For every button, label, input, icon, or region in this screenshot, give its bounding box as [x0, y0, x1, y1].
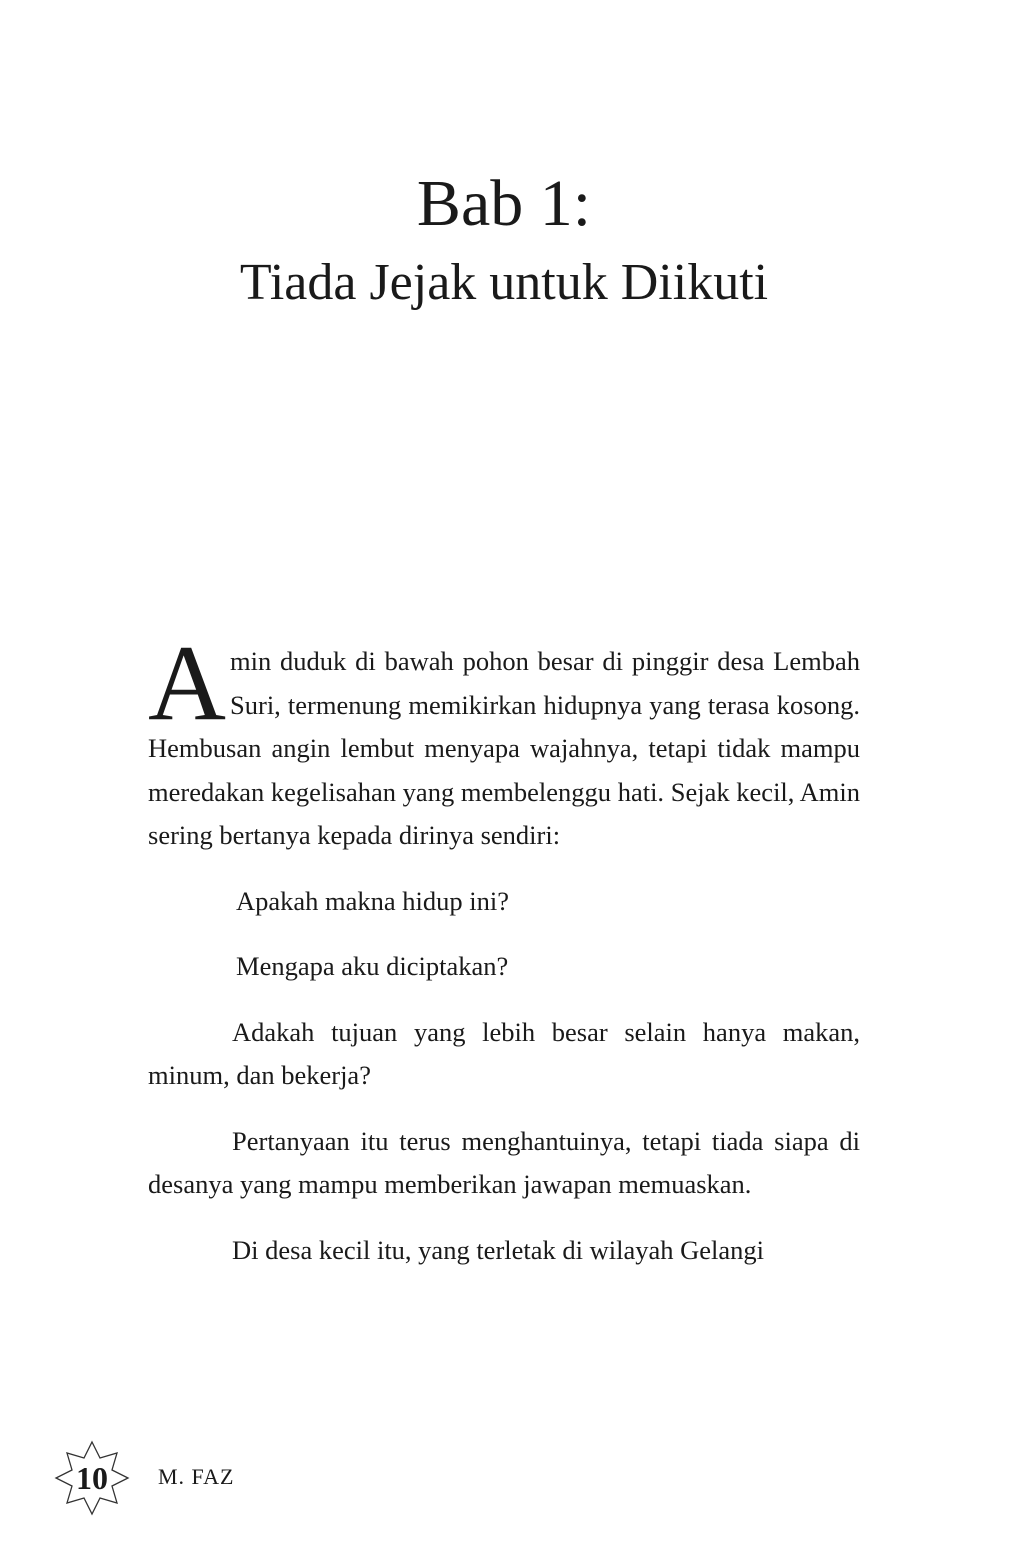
question-1: Apakah makna hidup ini? — [236, 885, 510, 916]
page-footer — [54, 1440, 354, 1516]
chapter-body — [148, 624, 860, 1272]
paragraph-opening — [148, 624, 860, 858]
page-number-badge — [54, 1440, 130, 1516]
paragraph-opening-text: min duduk di bawah pohon besar di pinggir desa Lembah Suri, termenung memikirkan hidupnya yang terasa kosong. Hembusan angin lembut menyapa wajahnya, tetapi tidak mampu meredakan kegelisahan yang membelenggu hati. Sejak kecil, Amin sering bertanya kepada dirinya sendiri: — [148, 646, 860, 850]
question-3: Adakah tujuan yang lebih besar selain hanya makan, minum, dan bekerja? — [148, 1016, 860, 1090]
author-name: M. FAZ — [158, 1464, 235, 1489]
page-number: 10 — [76, 1460, 108, 1496]
paragraph-3: Di desa kecil itu, yang terletak di wilayah Gelangi — [232, 1234, 765, 1265]
paragraph-2: Pertanyaan itu terus menghantuinya, tetapi tiada siapa di desanya yang mampu memberikan jawapan memuaskan. — [148, 1125, 860, 1199]
drop-cap: A — [148, 624, 226, 743]
chapter-number: Bab 1: — [416, 167, 592, 240]
question-2: Mengapa aku diciptakan? — [236, 951, 509, 981]
chapter-title: Tiada Jejak untuk Diikuti — [239, 254, 769, 311]
